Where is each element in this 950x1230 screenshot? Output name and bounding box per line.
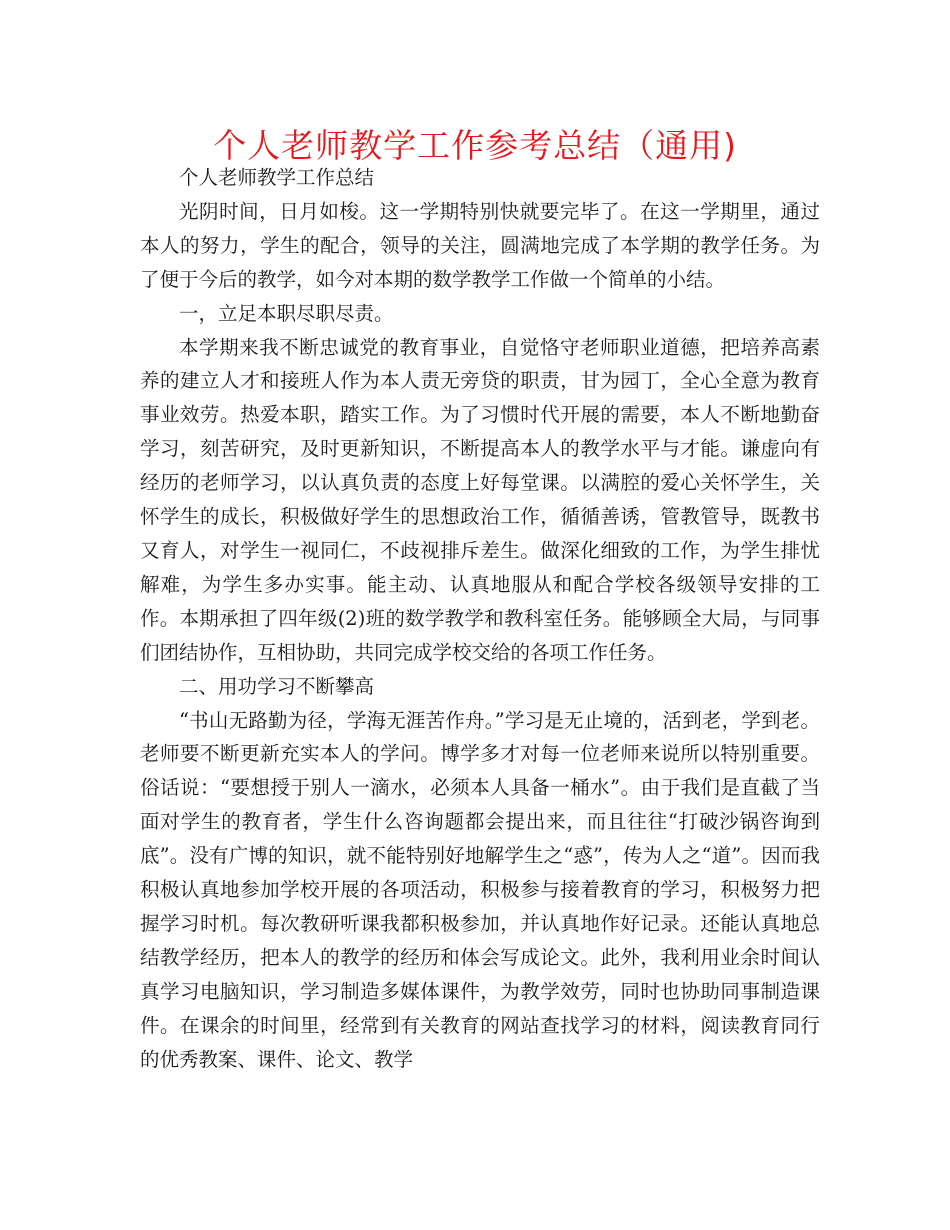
section-heading-2: 二、用功学习不断攀高 xyxy=(179,674,375,698)
paragraph-intro: 光阴时间，日月如梭。这一学期特别快就要完毕了。在这一学期里，通过本人的努力，学生的配合，领导的关注，圆满地完成了本学期的教学任务。为了便于今后的教学，如今对本期的数学教学工作做一个简单的小结。 xyxy=(140,199,820,291)
document-body xyxy=(140,161,820,1076)
paragraph-section-1: 本学期来我不断忠诚党的教育事业，自觉恪守老师职业道德，把培养高素养的建立人才和接班人作为本人责无旁贷的职责，甘为园丁，全心全意为教育事业效劳。热爱本职，踏实工作。为了习惯时代开展的需要，本人不断地勤奋学习，刻苦研究，及时更新知识，不断提高本人的教学水平与才能。谦虚向有经历的老师学习，以认真负责的态度上好每堂课。以满腔的爱心关怀学生，关怀学生的成长，积极做好学生的思想政治工作，循循善诱，管教管导，既教书又育人，对学生一视同仁，不歧视排斥差生。做深化细致的工作，为学生排忧解难，为学生多办实事。能主动、认真地服从和配合学校各级领导安排的工作。本期承担了四年级(2)班的数学教学和教科室任务。能够顾全大局，与同事们团结协作，互相协助，共同完成学校交给的各项工作任务。 xyxy=(140,335,820,664)
paragraph-section-2: “书山无路勤为径，学海无涯苦作舟。”学习是无止境的，活到老，学到老。老师要不断更新充实本人的学问。博学多才对每一位老师来说所以特别重要。俗话说：“要想授于别人一滴水，必须本人具备一桶水”。由于我们是直截了当面对学生的教育者，学生什么咨询题都会提出来，而且往往“打破沙锅咨询到底”。没有广博的知识，就不能特别好地解学生之“惑”，传为人之“道”。因而我积极认真地参加学校开展的各项活动，积极参与接着教育的学习，积极努力把握学习时机。每次教研听课我都积极参加，并认真地作好记录。还能认真地总结教学经历，把本人的教学的经历和体会写成论文。此外，我利用业余时间认真学习电脑知识，学习制造多媒体课件，为教学效劳，同时也协助同事制造课件。在课余的时间里，经常到有关教育的网站查找学习的材料，阅读教育同行的优秀教案、课件、论文、教学 xyxy=(140,708,820,1071)
section-heading-1: 一，立足本职尽职尽责。 xyxy=(179,301,394,325)
section-subtitle: 个人老师教学工作总结 xyxy=(179,166,375,189)
document-title: 个人老师教学工作参考总结（通用) xyxy=(213,126,737,165)
